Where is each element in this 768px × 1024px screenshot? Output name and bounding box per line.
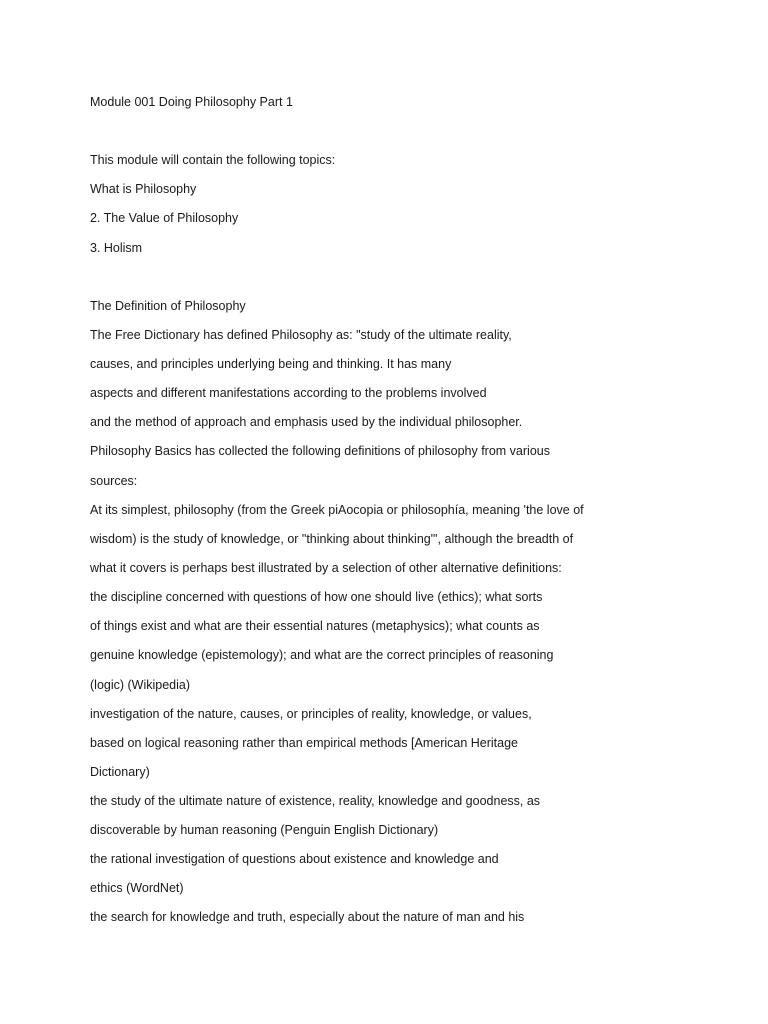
- body-line: the search for knowledge and truth, especially about the nature of man and his: [90, 910, 525, 924]
- body-line: discoverable by human reasoning (Penguin English Dictionary): [90, 823, 439, 837]
- document-title: Module 001 Doing Philosophy Part 1: [90, 95, 293, 109]
- body-line: (logic) (Wikipedia): [90, 678, 191, 692]
- body-line: aspects and different manifestations according to the problems involved: [90, 386, 487, 400]
- topic-item: 2. The Value of Philosophy: [90, 211, 239, 225]
- body-line: the study of the ultimate nature of existence, reality, knowledge and goodness, as: [90, 794, 541, 808]
- body-line: what it covers is perhaps best illustrated by a selection of other alternative definitions:: [90, 561, 562, 575]
- body-line: based on logical reasoning rather than empirical methods [American Heritage: [90, 736, 519, 750]
- body-line: The Free Dictionary has defined Philosophy as: "study of the ultimate reality,: [90, 328, 512, 342]
- body-line: investigation of the nature, causes, or principles of reality, knowledge, or values,: [90, 707, 532, 721]
- section-heading: The Definition of Philosophy: [90, 299, 246, 313]
- topic-item: 3. Holism: [90, 241, 143, 255]
- body-line: genuine knowledge (epistemology); and what are the correct principles of reasoning: [90, 648, 554, 662]
- body-line: of things exist and what are their essential natures (metaphysics); what counts as: [90, 619, 540, 633]
- body-line: and the method of approach and emphasis used by the individual philosopher.: [90, 415, 523, 429]
- body-line: the rational investigation of questions about existence and knowledge and: [90, 852, 499, 866]
- topic-item: What is Philosophy: [90, 182, 197, 196]
- body-line: ethics (WordNet): [90, 881, 184, 895]
- body-line: Philosophy Basics has collected the following definitions of philosophy from various: [90, 444, 550, 458]
- intro-text: This module will contain the following topics:: [90, 153, 336, 167]
- body-line: causes, and principles underlying being and thinking. It has many: [90, 357, 452, 371]
- body-line: wisdom) is the study of knowledge, or "thinking about thinking"', although the breadth of: [90, 532, 574, 546]
- body-line: Dictionary): [90, 765, 150, 779]
- body-line: the discipline concerned with questions of how one should live (ethics); what sorts: [90, 590, 543, 604]
- body-line: At its simplest, philosophy (from the Greek piAocopia or philosophía, meaning 'the love of: [90, 503, 584, 517]
- body-line: sources:: [90, 474, 138, 488]
